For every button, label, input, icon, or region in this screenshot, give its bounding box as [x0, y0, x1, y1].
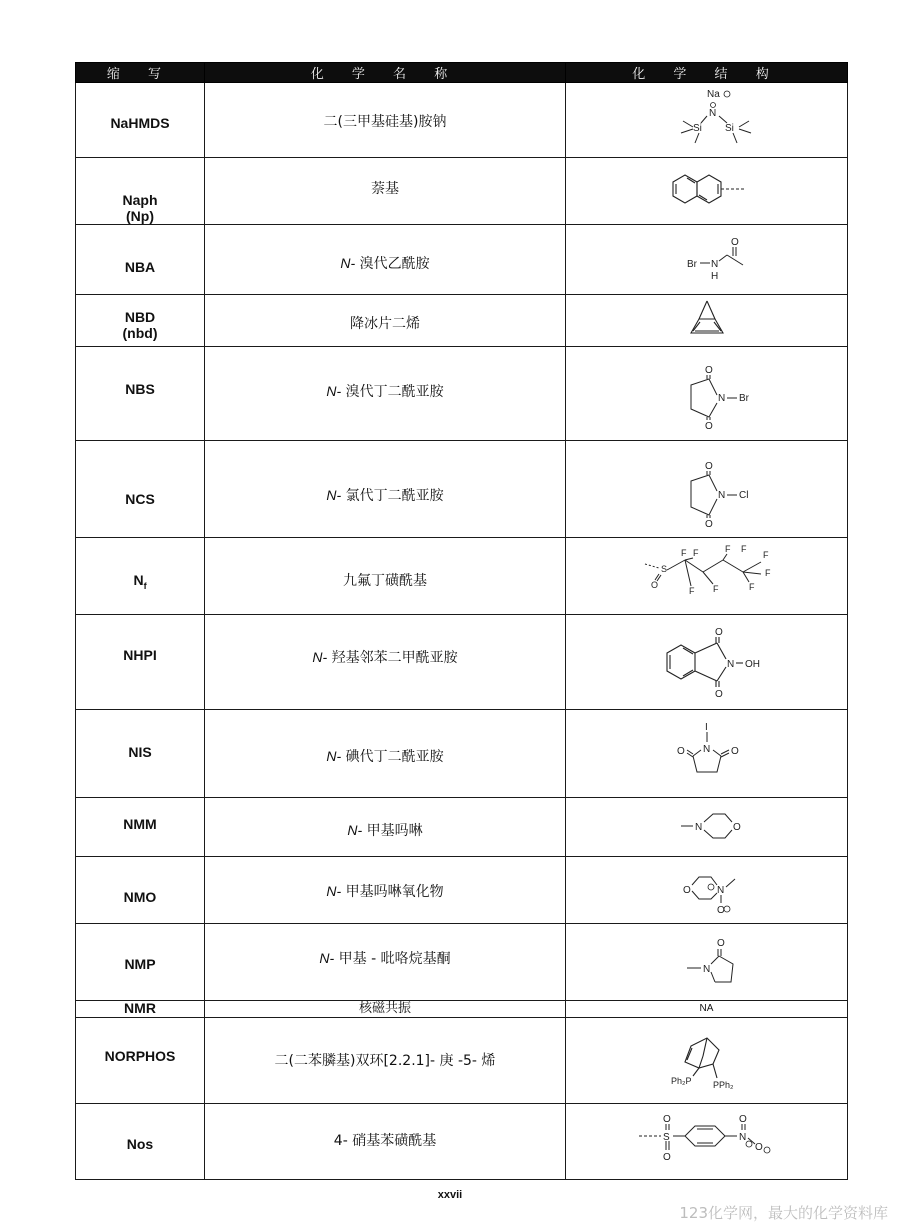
nitrogen-label: N	[717, 490, 725, 501]
structure-cell	[566, 158, 848, 225]
abbreviation-alt: (Np)	[126, 208, 154, 224]
abbreviation: NCS	[125, 491, 155, 507]
structure-cell	[566, 295, 848, 347]
structure-cell	[566, 225, 848, 295]
hydroxyl-label: OH	[744, 659, 760, 670]
abbreviation: NMO	[123, 889, 157, 905]
n-prefix: N-	[326, 487, 342, 503]
table-row	[76, 538, 848, 615]
nitro-nitrogen-label: N	[738, 1132, 746, 1143]
naphthyl-structure-icon	[647, 158, 767, 222]
name-cell	[205, 1018, 566, 1104]
sulfur-label: S	[662, 1132, 670, 1143]
table-row	[76, 924, 848, 1001]
header-chemical-name: 化 学 名 称	[205, 63, 566, 83]
table-row	[76, 798, 848, 857]
table-row	[76, 158, 848, 225]
sodium-label: Na	[706, 89, 720, 100]
header-abbreviation: 缩 写	[76, 63, 205, 83]
chemical-name: 溴代乙酰胺	[359, 256, 430, 272]
nmp-structure-icon	[647, 924, 767, 998]
nmo-structure-icon	[647, 857, 767, 921]
norbornadiene-structure-icon	[647, 295, 767, 345]
abbreviation-cell	[76, 158, 205, 225]
abbreviation-cell	[76, 347, 205, 441]
chemical-name: 溴代丁二酰亚胺	[345, 384, 444, 400]
nis-structure-icon	[647, 710, 767, 796]
silicon-label-1: Si	[692, 123, 702, 134]
nitrogen-label: N	[710, 259, 718, 270]
watermark: 123化学网，最大的化学资料库	[679, 1204, 888, 1222]
iodine-label: I	[704, 722, 708, 733]
svg-text:F: F	[712, 584, 718, 594]
oxygen-label-top: O	[704, 461, 713, 472]
n-oxide-label: O	[716, 905, 725, 916]
abbreviation: NMR	[124, 1000, 156, 1016]
nosyl-structure-icon	[627, 1104, 787, 1176]
oxygen-label: O	[682, 885, 691, 896]
abbreviation: NaHMDS	[110, 115, 170, 131]
table-row	[76, 1001, 848, 1018]
chemical-name: 甲基 - 吡咯烷基酮	[338, 951, 451, 967]
nitro-oxygen-top: O	[738, 1114, 747, 1125]
chemical-name: 氯代丁二酰亚胺	[345, 488, 444, 504]
svg-text:F: F	[764, 568, 770, 578]
abbreviation-cell	[76, 1104, 205, 1180]
n-prefix: N-	[340, 255, 356, 271]
table-row	[76, 1018, 848, 1104]
abbreviation: NBS	[125, 381, 155, 397]
name-cell	[205, 798, 566, 857]
table-header-row	[76, 63, 848, 83]
nbs-structure-icon	[647, 347, 767, 437]
chemical-name: 碘代丁二酰亚胺	[345, 749, 444, 765]
nitrogen-label: N	[726, 659, 734, 670]
abbreviation: Naph	[122, 192, 158, 208]
name-cell	[205, 83, 566, 158]
name-cell	[205, 158, 566, 225]
name-cell	[205, 538, 566, 615]
abbreviation-cell	[76, 225, 205, 295]
oxygen-label-bottom: O	[714, 689, 723, 700]
table-row	[76, 710, 848, 798]
table-row	[76, 441, 848, 538]
bromine-label: Br	[738, 393, 749, 404]
n-prefix: N-	[312, 649, 328, 665]
table-row	[76, 225, 848, 295]
sulfonyl-oxygen-top: O	[662, 1114, 671, 1125]
chlorine-label: Cl	[738, 490, 748, 501]
nonaflyl-structure-icon	[637, 538, 777, 612]
structure-cell	[566, 1018, 848, 1104]
nhpi-structure-icon	[637, 615, 777, 707]
chemical-name: 二(三甲基硅基)胺钠	[323, 114, 447, 130]
structure-cell	[566, 441, 848, 538]
n-prefix: N-	[326, 883, 342, 899]
header-chemical-structure: 化 学 结 构	[566, 63, 848, 83]
oxygen-label-bottom: O	[704, 421, 713, 432]
oxygen-label-right: O	[730, 746, 739, 757]
n-prefix: N-	[326, 748, 342, 764]
svg-text:F: F	[724, 544, 730, 554]
name-cell	[205, 857, 566, 924]
abbreviation: NHPI	[123, 647, 157, 663]
abbreviation-cell	[76, 295, 205, 347]
oxygen-label-left: O	[676, 746, 685, 757]
oxygen-label: O	[732, 822, 741, 833]
structure-cell	[566, 798, 848, 857]
svg-text:F: F	[762, 550, 768, 560]
structure-not-applicable: NA	[699, 1003, 714, 1014]
structure-cell	[566, 924, 848, 1001]
nitrogen-label: N	[702, 744, 710, 755]
abbreviation-table	[75, 62, 848, 1180]
table-row	[76, 1104, 848, 1180]
name-cell	[205, 1104, 566, 1180]
structure-cell	[566, 538, 848, 615]
diphenylphosphino-label-2: PPh₂	[712, 1080, 734, 1090]
nitrogen-label: N	[702, 964, 710, 975]
nahmds-structure-icon	[647, 83, 767, 155]
name-cell	[205, 710, 566, 798]
abbreviation-cell	[76, 83, 205, 158]
chemical-name: 甲基吗啉	[366, 823, 423, 839]
abbreviation: NORPHOS	[104, 1048, 176, 1064]
abbreviation-subscript: f	[143, 580, 147, 591]
name-cell	[205, 924, 566, 1001]
ncs-structure-icon	[647, 441, 767, 535]
oxygen-label-top: O	[714, 627, 723, 638]
structure-cell	[566, 347, 848, 441]
svg-text:F: F	[688, 586, 694, 596]
oxygen-label: O	[730, 237, 739, 248]
abbreviation: N	[133, 572, 144, 588]
abbreviation-cell	[76, 857, 205, 924]
page-number: xxvii	[437, 1189, 463, 1201]
n-prefix: N-	[347, 822, 363, 838]
abbreviation-cell	[76, 1001, 205, 1018]
chemical-name: 核磁共振	[358, 1001, 411, 1016]
abbreviation-cell	[76, 798, 205, 857]
oxygen-label: O	[650, 580, 658, 590]
table-row	[76, 615, 848, 710]
diphenylphosphino-label-1: Ph₂P	[670, 1076, 692, 1086]
chemical-name: 甲基吗啉氧化物	[345, 884, 444, 900]
chemical-name: 二(二苯膦基)双环[2.2.1]- 庚 -5- 烯	[274, 1053, 496, 1069]
abbreviation-cell	[76, 924, 205, 1001]
name-cell	[205, 295, 566, 347]
name-cell	[205, 225, 566, 295]
abbreviation: NIS	[128, 744, 152, 760]
structure-cell	[566, 857, 848, 924]
nitro-oxygen-right: O	[754, 1142, 763, 1153]
chemical-name: 萘基	[371, 181, 399, 197]
table-row	[76, 857, 848, 924]
norphos-structure-icon	[637, 1018, 777, 1100]
structure-cell	[566, 1104, 848, 1180]
nmm-structure-icon	[647, 798, 767, 854]
structure-cell	[566, 83, 848, 158]
abbreviation: Nos	[126, 1136, 154, 1152]
abbreviation-cell	[76, 441, 205, 538]
abbreviation-cell	[76, 710, 205, 798]
chemical-name: 降冰片二烯	[350, 316, 420, 332]
nba-structure-icon	[647, 225, 767, 291]
name-cell	[205, 441, 566, 538]
bromine-label: Br	[686, 259, 697, 270]
abbreviation: NMP	[124, 956, 156, 972]
n-prefix: N-	[319, 950, 335, 966]
svg-text:F: F	[692, 548, 698, 558]
abbreviation: NBD	[124, 309, 156, 325]
svg-text:F: F	[740, 544, 746, 554]
chemical-name: 羟基邻苯二甲酰亚胺	[331, 650, 458, 666]
name-cell	[205, 615, 566, 710]
nitrogen-label: N	[708, 108, 716, 119]
structure-cell	[566, 1001, 848, 1018]
name-cell	[205, 1001, 566, 1018]
table-row	[76, 83, 848, 158]
structure-cell	[566, 710, 848, 798]
nitrogen-label: N	[694, 822, 702, 833]
abbreviation: NBA	[124, 259, 156, 275]
hydrogen-label: H	[710, 271, 718, 282]
abbreviation-cell	[76, 1018, 205, 1104]
n-prefix: N-	[326, 383, 342, 399]
oxygen-label-top: O	[704, 365, 713, 376]
abbreviation-alt: (nbd)	[122, 325, 158, 341]
sulfur-label: S	[660, 564, 667, 574]
oxygen-label: O	[716, 938, 725, 949]
sulfonyl-oxygen-bottom: O	[662, 1152, 671, 1163]
abbreviation: NMM	[123, 816, 157, 832]
nitrogen-label: N	[716, 885, 724, 896]
oxygen-label-bottom: O	[704, 519, 713, 530]
silicon-label-2: Si	[724, 123, 734, 134]
nitrogen-label: N	[717, 393, 725, 404]
structure-cell	[566, 615, 848, 710]
table-row	[76, 295, 848, 347]
chemical-name: 九氟丁磺酰基	[343, 573, 427, 589]
svg-text:F: F	[748, 582, 754, 592]
chemical-name: 4- 硝基苯磺酰基	[333, 1133, 437, 1149]
abbreviation-cell	[76, 615, 205, 710]
abbreviation-cell	[76, 538, 205, 615]
table-row	[76, 347, 848, 441]
name-cell	[205, 347, 566, 441]
fluorine-label: F	[680, 548, 686, 558]
